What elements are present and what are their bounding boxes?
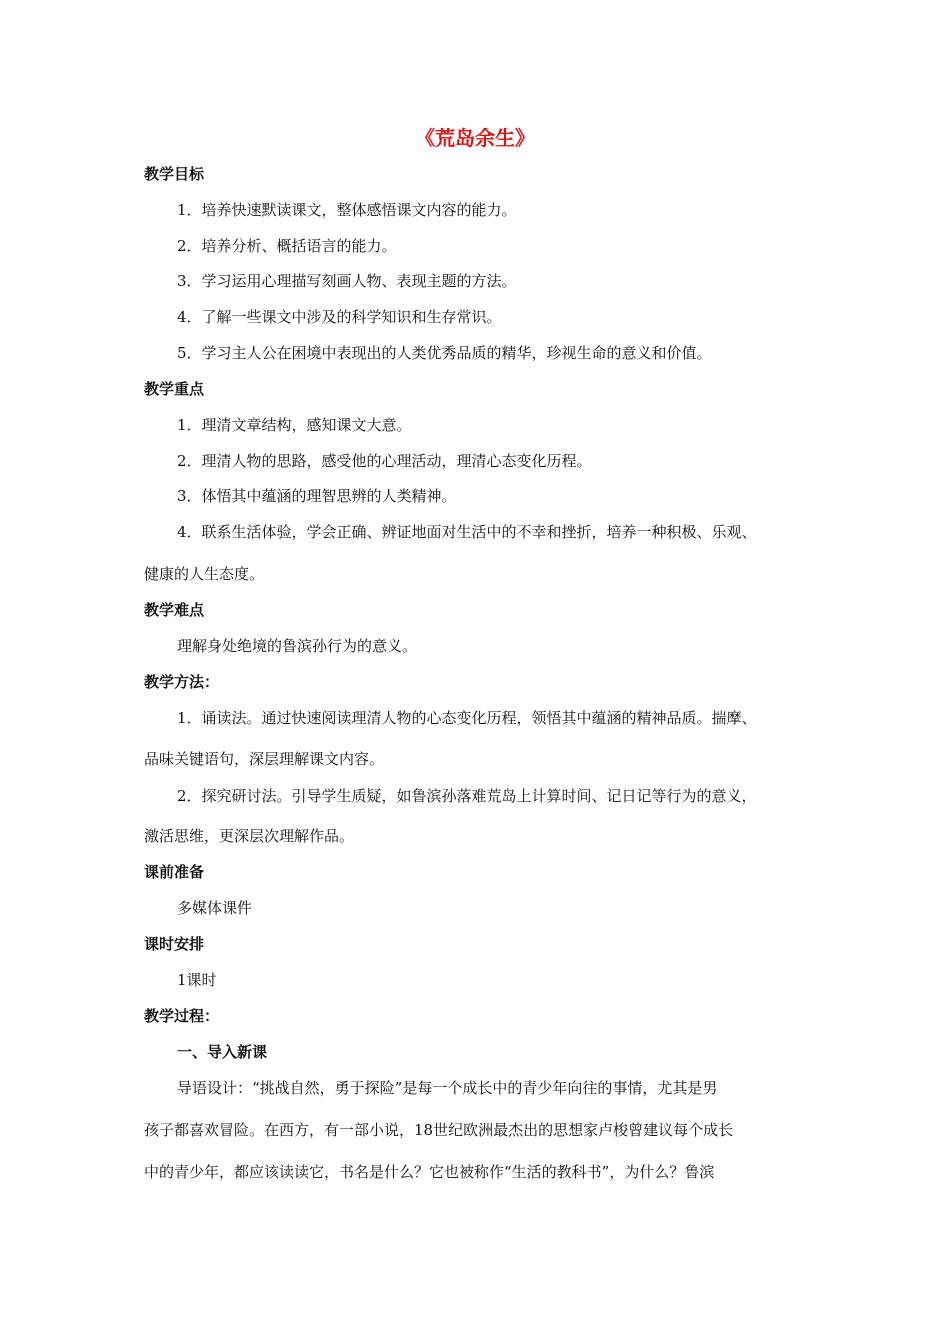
heading-schedule: 课时安排 bbox=[144, 935, 205, 953]
method-item: 2．探究研讨法。引导学生质疑，如鲁滨孙落难荒岛上计算时间、记日记等行为的意义， bbox=[177, 787, 757, 805]
method-item-continued: 品味关键语句，深层理解课文内容。 bbox=[144, 750, 385, 768]
heading-key-points: 教学重点 bbox=[144, 380, 205, 398]
key-point-item: 1．理清文章结构，感知课文大意。 bbox=[177, 416, 412, 434]
key-point-item: 2．理清人物的思路，感受他的心理活动，理清心态变化历程。 bbox=[177, 452, 592, 470]
goal-item: 3．学习运用心理描写刻画人物、表现主题的方法。 bbox=[177, 272, 517, 290]
key-point-item: 4．联系生活体验，学会正确、辨证地面对生活中的不幸和挫折，培养一种积极、乐观、 bbox=[177, 523, 757, 541]
goal-item: 1．培养快速默读课文，整体感悟课文内容的能力。 bbox=[177, 201, 517, 219]
heading-difficulties: 教学难点 bbox=[144, 601, 205, 619]
method-item: 1．诵读法。通过快速阅读理清人物的心态变化历程，领悟其中蕴涵的精神品质。揣摩、 bbox=[177, 709, 757, 727]
subheading-intro: 一、导入新课 bbox=[177, 1043, 268, 1061]
goal-item: 5．学习主人公在困境中表现出的人类优秀品质的精华，珍视生命的意义和价值。 bbox=[177, 344, 712, 362]
document-title: 《荒岛余生》 bbox=[415, 126, 535, 150]
process-paragraph-line: 孩子都喜欢冒险。在西方，有一部小说，18世纪欧洲最杰出的思想家卢梭曾建议每个成长 bbox=[144, 1121, 734, 1139]
process-paragraph-line: 导语设计：“挑战自然，勇于探险”是每一个成长中的青少年向往的事情，尤其是男 bbox=[177, 1079, 718, 1097]
schedule-item: 1课时 bbox=[177, 971, 217, 989]
method-item-continued: 激活思维，更深层次理解作品。 bbox=[144, 827, 355, 845]
goal-item: 2．培养分析、概括语言的能力。 bbox=[177, 237, 397, 255]
heading-goals: 教学目标 bbox=[144, 165, 205, 183]
difficulty-item: 理解身处绝境的鲁滨孙行为的意义。 bbox=[177, 637, 418, 655]
process-paragraph-line: 中的青少年，都应该读读它，书名是什么？它也被称作“生活的教科书”，为什么？鲁滨 bbox=[144, 1163, 715, 1181]
key-point-item-continued: 健康的人生态度。 bbox=[144, 565, 265, 583]
heading-process: 教学过程： bbox=[144, 1007, 220, 1025]
goal-item: 4．了解一些课文中涉及的科学知识和生存常识。 bbox=[177, 308, 502, 326]
key-point-item: 3．体悟其中蕴涵的理智思辨的人类精神。 bbox=[177, 487, 457, 505]
preparation-item: 多媒体课件 bbox=[177, 899, 253, 917]
heading-preparation: 课前准备 bbox=[144, 863, 205, 881]
heading-methods: 教学方法： bbox=[144, 673, 220, 691]
